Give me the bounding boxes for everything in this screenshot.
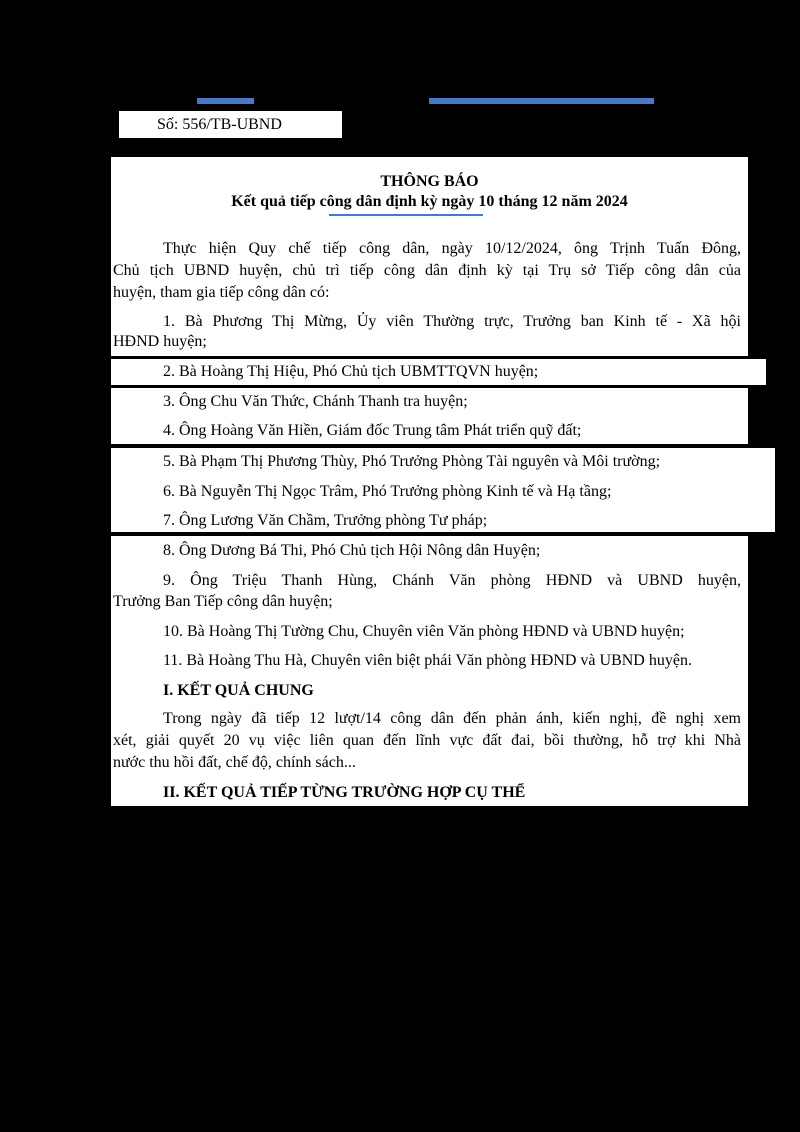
intro-line: huyện, tham gia tiếp công dân có:: [113, 284, 330, 301]
participant-11: 11. Bà Hoàng Thu Hà, Chuyên viên biệt phái Văn phòng HĐND và UBND huyện.: [163, 652, 692, 669]
section-1-heading: I. KẾT QUẢ CHUNG: [163, 682, 314, 699]
intro-line: Chủ tịch UBND huyện, chủ trì tiếp công dân định kỳ tại Trụ sở Tiếp công dân của: [113, 262, 741, 279]
participant-5: 5. Bà Phạm Thị Phương Thùy, Phó Trưởng Phòng Tài nguyên và Môi trường;: [163, 453, 661, 470]
notice-title: THÔNG BÁO: [380, 173, 479, 190]
participant-9: 9. Ông Triệu Thanh Hùng, Chánh Văn phòng HĐND và UBND huyện,: [163, 572, 741, 589]
section-1-line: nước thu hồi đất, chế độ, chính sách...: [113, 754, 356, 771]
notice-block-2: [111, 359, 766, 385]
notice-block-4: [111, 448, 775, 532]
section-2-heading: II. KẾT QUẢ TIẾP TỪNG TRƯỜNG HỢP CỤ THỂ: [163, 784, 526, 801]
intro-line: Thực hiện Quy chế tiếp công dân, ngày 10/12/2024, ông Trịnh Tuấn Đông,: [163, 240, 741, 257]
section-1-line: xét, giải quyết 20 vụ việc liên quan đến lĩnh vực đất đai, bồi thường, hỗ trợ khi Nhà: [113, 732, 741, 749]
notice-subtitle: Kết quả tiếp công dân định kỳ ngày 10 tháng 12 năm 2024: [231, 193, 628, 210]
section-1-line: Trong ngày đã tiếp 12 lượt/14 công dân đến phản ánh, kiến nghị, đề nghị xem: [163, 710, 741, 727]
participant-4: 4. Ông Hoàng Văn Hiền, Giám đốc Trung tâm Phát triển quỹ đất;: [163, 422, 582, 439]
subtitle-underline: [329, 214, 483, 216]
document-number: Số: 556/TB-UBND: [157, 116, 282, 133]
participant-7: 7. Ông Lương Văn Chầm, Trưởng phòng Tư pháp;: [163, 512, 488, 529]
participant-1: 1. Bà Phương Thị Mừng, Ủy viên Thường trực, Trưởng ban Kinh tế - Xã hội: [163, 313, 741, 330]
document-number-box: [119, 111, 342, 138]
header-bar-right: [429, 98, 654, 104]
header-bar-left: [197, 98, 254, 104]
notice-block-3: [111, 388, 748, 444]
participant-9-cont: Trưởng Ban Tiếp công dân huyện;: [113, 593, 333, 610]
participant-3: 3. Ông Chu Văn Thức, Chánh Thanh tra huyện;: [163, 393, 468, 410]
participant-2: 2. Bà Hoàng Thị Hiệu, Phó Chủ tịch UBMTTQVN huyện;: [163, 363, 539, 380]
participant-10: 10. Bà Hoàng Thị Tường Chu, Chuyên viên Văn phòng HĐND và UBND huyện;: [163, 623, 685, 640]
participant-1-cont: HĐND huyện;: [113, 333, 207, 350]
participant-6: 6. Bà Nguyễn Thị Ngọc Trâm, Phó Trưởng phòng Kinh tế và Hạ tầng;: [163, 483, 612, 500]
notice-block-5: [111, 536, 748, 806]
notice-block-1: [111, 157, 748, 356]
participant-8: 8. Ông Dương Bá Thi, Phó Chủ tịch Hội Nông dân Huyện;: [163, 542, 541, 559]
